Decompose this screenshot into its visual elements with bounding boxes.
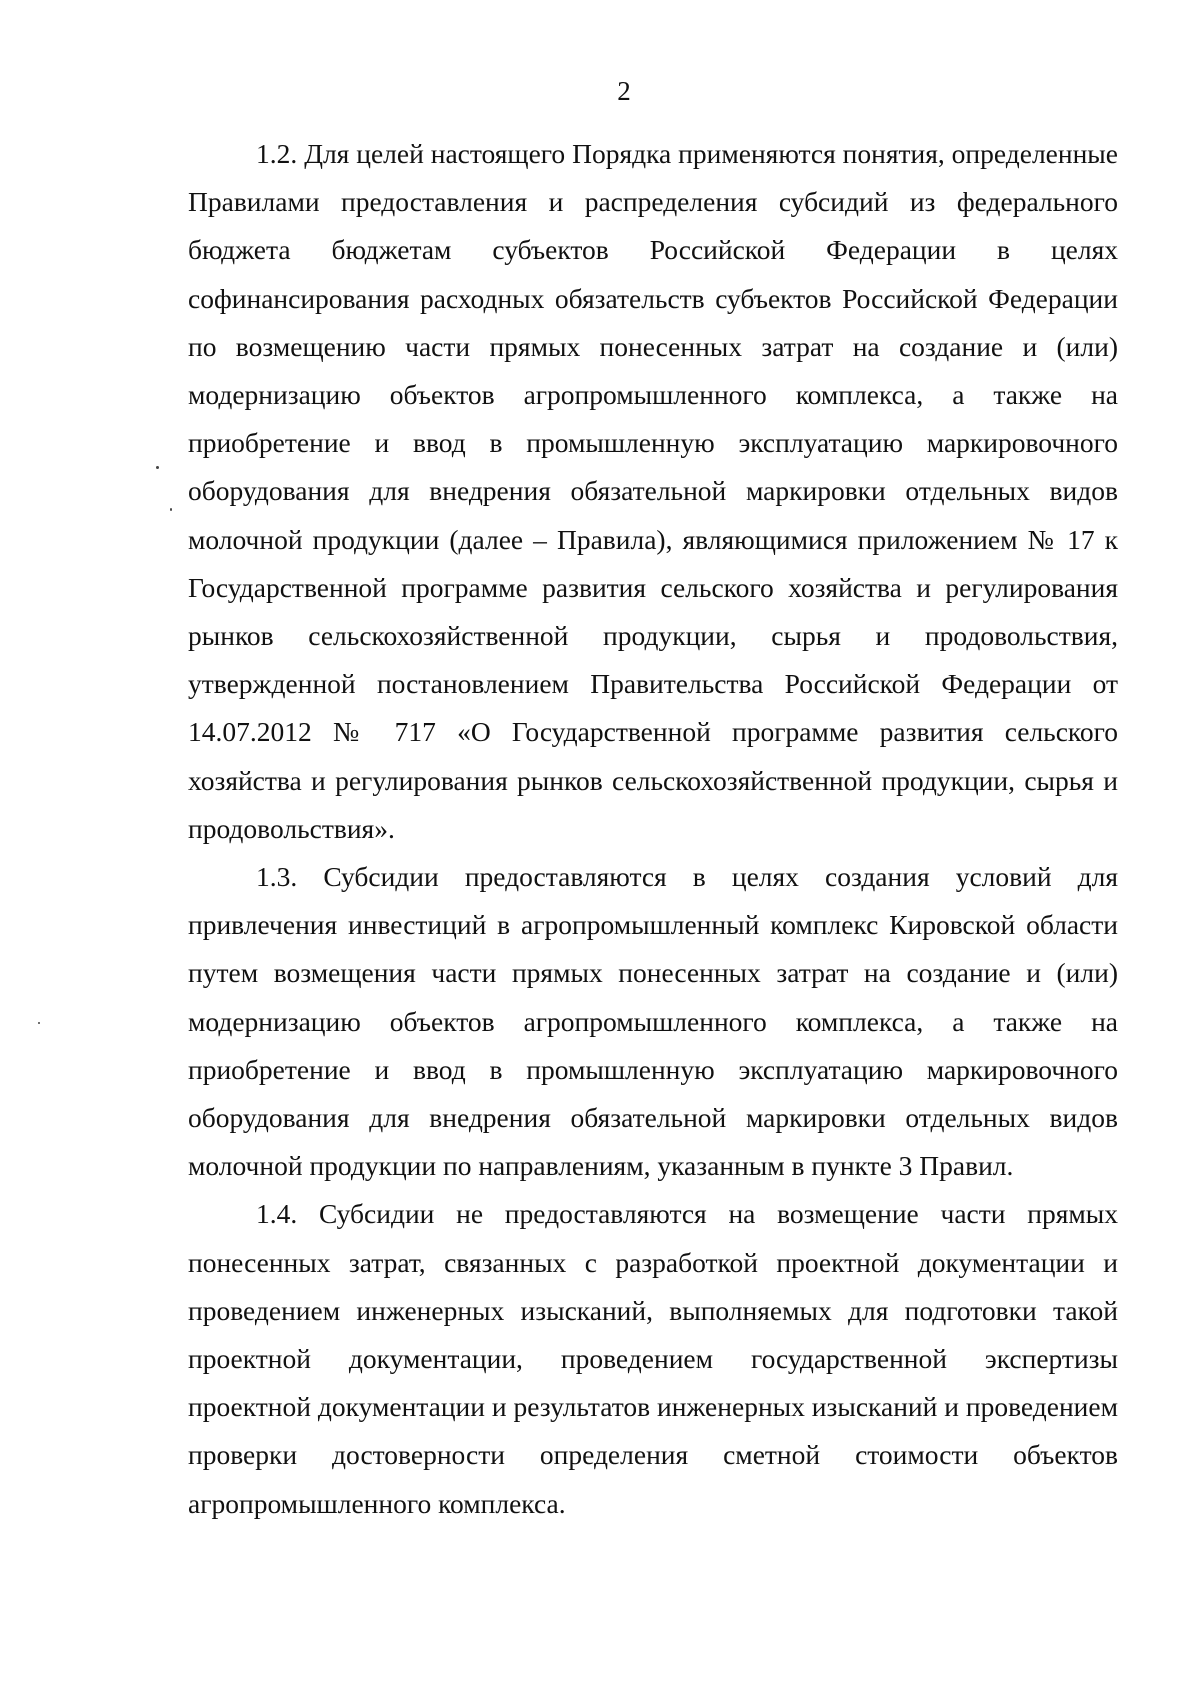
document-body (188, 130, 1118, 1528)
scan-speck (170, 508, 172, 511)
paragraph-1-3: 1.3. Субсидии предоставляются в целях создания условий для привлечения инвестиций в агропромышленный комплекс Кировской области путем возмещения части прямых понесенных затрат на создание и (или) модернизацию объектов агропромышленного комплекса, а также на приобретение и ввод в промышленную эксплуатацию маркировочного оборудования для внедрения обязательной маркировки отдельных видов молочной продукции по направлениям, указанным в пункте 3 Правил. (188, 861, 1118, 1182)
paragraph-1-2: 1.2. Для целей настоящего Порядка применяются понятия, определенные Правилами предоставления и распределения субсидий из федерального бюджета бюджетам субъектов Российской Федерации в целях софинансирования расходных обязательств субъектов Российской Федерации по возмещению части прямых понесенных затрат на создание и (или) модернизацию объектов агропромышленного комплекса, а также на приобретение и ввод в промышленную эксплуатацию маркировочного оборудования для внедрения обязательной маркировки отдельных видов молочной продукции (далее – Правила), являющимися приложением № 17 к Государственной программе развития сельского хозяйства и регулирования рынков сельскохозяйственной продукции, сырья и продовольствия, утвержденной постановлением Правительства Российской Федерации от 14.07.2012 № 717 «О Государственной программе развития сельского хозяйства и регулирования рынков сельскохозяйственной продукции, сырья и продовольствия». (188, 138, 1118, 844)
scan-speck (38, 1022, 40, 1024)
scan-speck (156, 466, 159, 469)
page-number: 2 (617, 76, 631, 106)
paragraph-1-4: 1.4. Субсидии не предоставляются на возмещение части прямых понесенных затрат, связанных с разработкой проектной документации и проведением инженерных изысканий, выполняемых для подготовки такой проектной документации, проведением государственной экспертизы проектной документации и результатов инженерных изысканий и проведением проверки достоверности определения сметной стоимости объектов агропромышленного комплекса. (188, 1198, 1118, 1519)
